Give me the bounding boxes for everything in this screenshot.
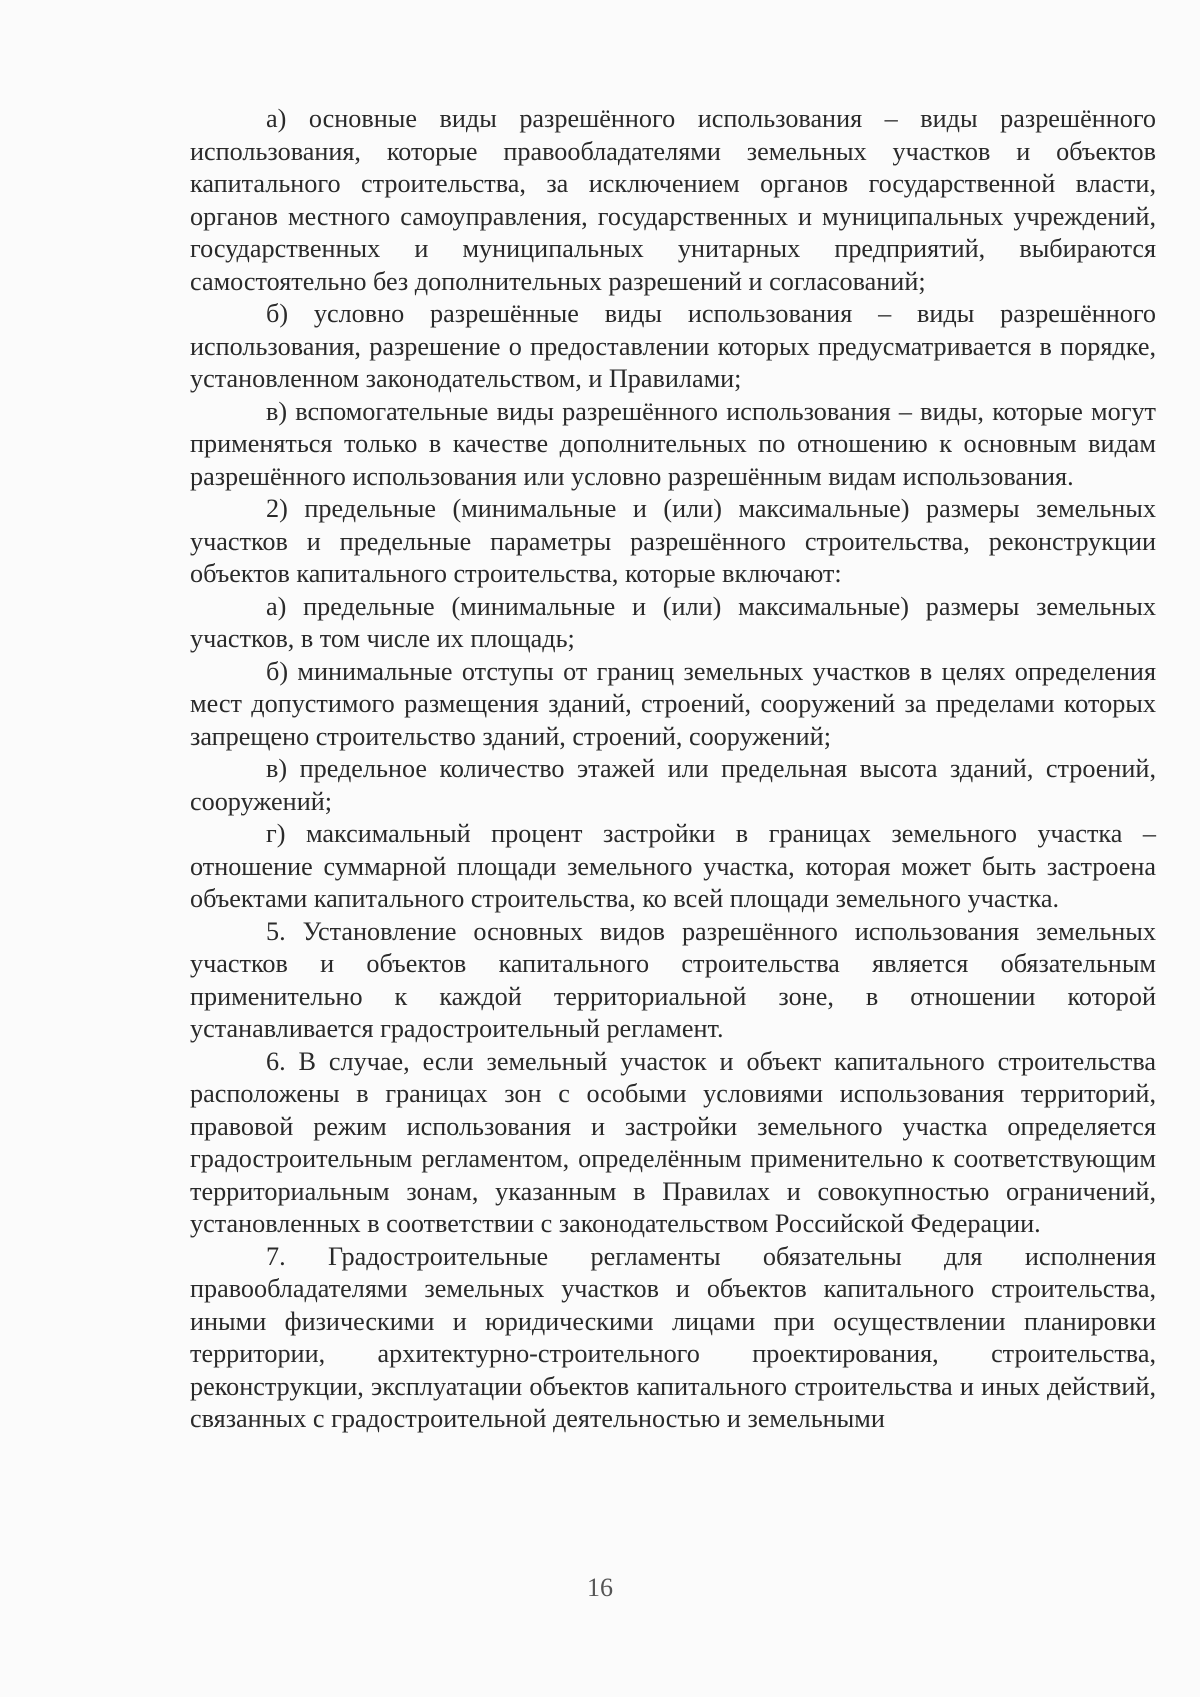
paragraph: а) предельные (минимальные и (или) максимальные) размеры земельных участков, в том числе их площадь;	[190, 591, 1156, 653]
paragraph: 7. Градостроительные регламенты обязательны для исполнения правообладателями земельных участков и объектов капитального строительства, иными физическими и юридическими лицами при осуществлении планировки территории, архитектурно-строительного проектирования, строительства, реконструкции, эксплуатации объектов капитального строительства и иных действий, связанных с градостроительной деятельностью и земельными	[190, 1241, 1156, 1433]
paragraph: б) условно разрешённые виды использования – виды разрешённого использования, разрешение о предоставлении которых предусматривается в порядке, установленном законодательством, и Правилами;	[190, 299, 1156, 393]
paragraph: 6. В случае, если земельный участок и объект капитального строительства расположены в границах зон с особыми условиями использования территорий, правовой режим использования и застройки земельного участка определяется градостроительным регламентом, определённым применительно к соответствующим территориальным зонам, указанным в Правилах и совокупностью ограничений, установленных в соответствии с законодательством Российской Федерации.	[190, 1046, 1156, 1238]
paragraph: в) предельное количество этажей или предельная высота зданий, строений, сооружений;	[190, 754, 1156, 816]
paragraph: б) минимальные отступы от границ земельных участков в целях определения мест допустимого размещения зданий, строений, сооружений за пределами которых запрещено строительство зданий, строений, сооружений;	[190, 656, 1156, 751]
paragraph: в) вспомогательные виды разрешённого использования – виды, которые могут применяться только в качестве дополнительных по отношению к основным видам разрешённого использования или условно разрешённым видам использования.	[190, 396, 1156, 491]
paragraph: г) максимальный процент застройки в границах земельного участка – отношение суммарной площади земельного участка, которая может быть застроена объектами капитального строительства, ко всей площади земельного участка.	[190, 819, 1156, 913]
paragraph: 5. Установление основных видов разрешённого использования земельных участков и объектов капитального строительства является обязательным применительно к каждой территориальной зоне, в отношении которой устанавливается градостроительный регламент.	[190, 916, 1156, 1043]
body-text	[190, 103, 1156, 1436]
page-number: 16	[587, 1573, 613, 1602]
paragraph: 2) предельные (минимальные и (или) максимальные) размеры земельных участков и предельные параметры разрешённого строительства, реконструкции объектов капитального строительства, которые включают:	[190, 494, 1156, 588]
paragraph: а) основные виды разрешённого использования – виды разрешённого использования, которые правообладателями земельных участков и объектов капитального строительства, за исключением органов государственной власти, органов местного самоуправления, государственных и муниципальных учреждений, государственных и муниципальных унитарных предприятий, выбираются самостоятельно без дополнительных разрешений и согласований;	[190, 104, 1156, 296]
